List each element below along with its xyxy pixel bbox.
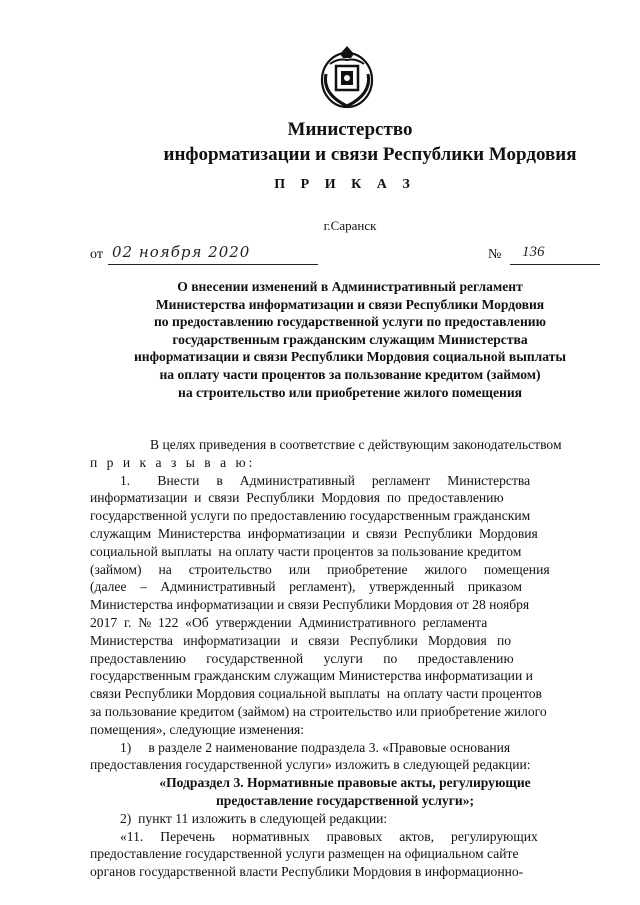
title-line: О внесении изменений в Административный регламент (177, 279, 523, 294)
paragraph-line: (далее – Административный регламент), утвержденный приказом (90, 579, 523, 595)
coat-of-arms-emblem (318, 44, 376, 110)
item2-text-line: «11. Перечень нормативных правовых актов, регулирующих (120, 828, 538, 844)
paragraph-line: Министерства информатизации и связи Республики Мордовия от 28 ноября (90, 597, 530, 613)
paragraph-line: 1. Внести в Административный регламент Министерства (120, 472, 531, 488)
item2-text-line: органов государственной власти Республики Мордовия в информационно- (90, 864, 524, 880)
quoted-heading-line: предоставление государственной услуги»; (215, 792, 475, 808)
paragraph-line: информатизации и связи Республики Мордовия по предоставлению (90, 490, 504, 506)
document-body (90, 436, 600, 881)
number-underline (510, 264, 600, 265)
paragraph-line: 2017 г. № 122 «Об утверждении Административного регламента (90, 614, 488, 630)
title-line: на оплату части процентов за пользование кредитом (займом) (159, 366, 541, 382)
number-prefix: № (488, 247, 502, 262)
paragraph-line: государственной услуги по предоставлению государственным гражданским (90, 508, 531, 524)
title-line: на строительство или приобретение жилого помещения (177, 384, 523, 400)
title-line: по предоставлению государственной услуги по предоставлению (153, 314, 547, 330)
title-line: Министерства информатизации и связи Республики Мордовия (155, 296, 545, 312)
ministry-name-line2: информатизации и связи Республики Мордовия (163, 144, 577, 165)
paragraph-line: (займом) на строительство или приобретение жилого помещения (90, 561, 550, 577)
paragraph-last-line: помещения», следующие изменения: (90, 721, 305, 737)
order-word: п р и к а з ы в а ю: (90, 454, 256, 470)
intro-text: В целях приведения в соответствие с действующим законодательством (150, 437, 562, 452)
document-title (90, 278, 610, 401)
paragraph-line: предоставлению государственной услуги по предоставлению (90, 650, 514, 666)
paragraph-line: связи Республики Мордовия социальной выплаты на оплату части процентов (90, 686, 542, 702)
item2-line: 2) пункт 11 изложить в следующей редакции: (120, 810, 388, 826)
paragraph-line: социальной выплаты на оплату части процентов за пользование кредитом (90, 543, 522, 559)
handwritten-date: 02 ноября 2020 (112, 243, 251, 261)
item1-line: 1) в разделе 2 наименование подраздела 3. «Правовые основания (120, 739, 511, 755)
quoted-heading-line: «Подраздел 3. Нормативные правовые акты, регулирующие (159, 775, 531, 791)
paragraph-line: за пользование кредитом (займом) на строительство или приобретение жилого (90, 703, 547, 719)
title-line: информатизации и связи Республики Мордовия социальной выплаты (133, 349, 567, 365)
ministry-name-line1: Министерство (287, 119, 413, 140)
date-number-row (90, 245, 600, 269)
item2-text-line: предоставление государственной услуги размещен на официальном сайте (90, 846, 519, 862)
city-label: г.Саранск (323, 218, 377, 233)
paragraph-line: Министерства информатизации и связи Республики Мордовия по (90, 632, 512, 648)
date-underline (108, 264, 318, 265)
item1-line: предоставления государственной услуги» изложить в следующей редакции: (90, 757, 531, 773)
paragraph-line: служащим Министерства информатизации и связи Республики Мордовия (90, 525, 538, 541)
paragraph-line: государственным гражданским служащим Министерства информатизации и (90, 668, 533, 684)
handwritten-number: 136 (522, 244, 545, 260)
document-type-heading: П Р И К А З (274, 177, 416, 192)
date-prefix: от (90, 247, 103, 262)
title-line: государственным гражданским служащим Министерства (172, 331, 528, 347)
